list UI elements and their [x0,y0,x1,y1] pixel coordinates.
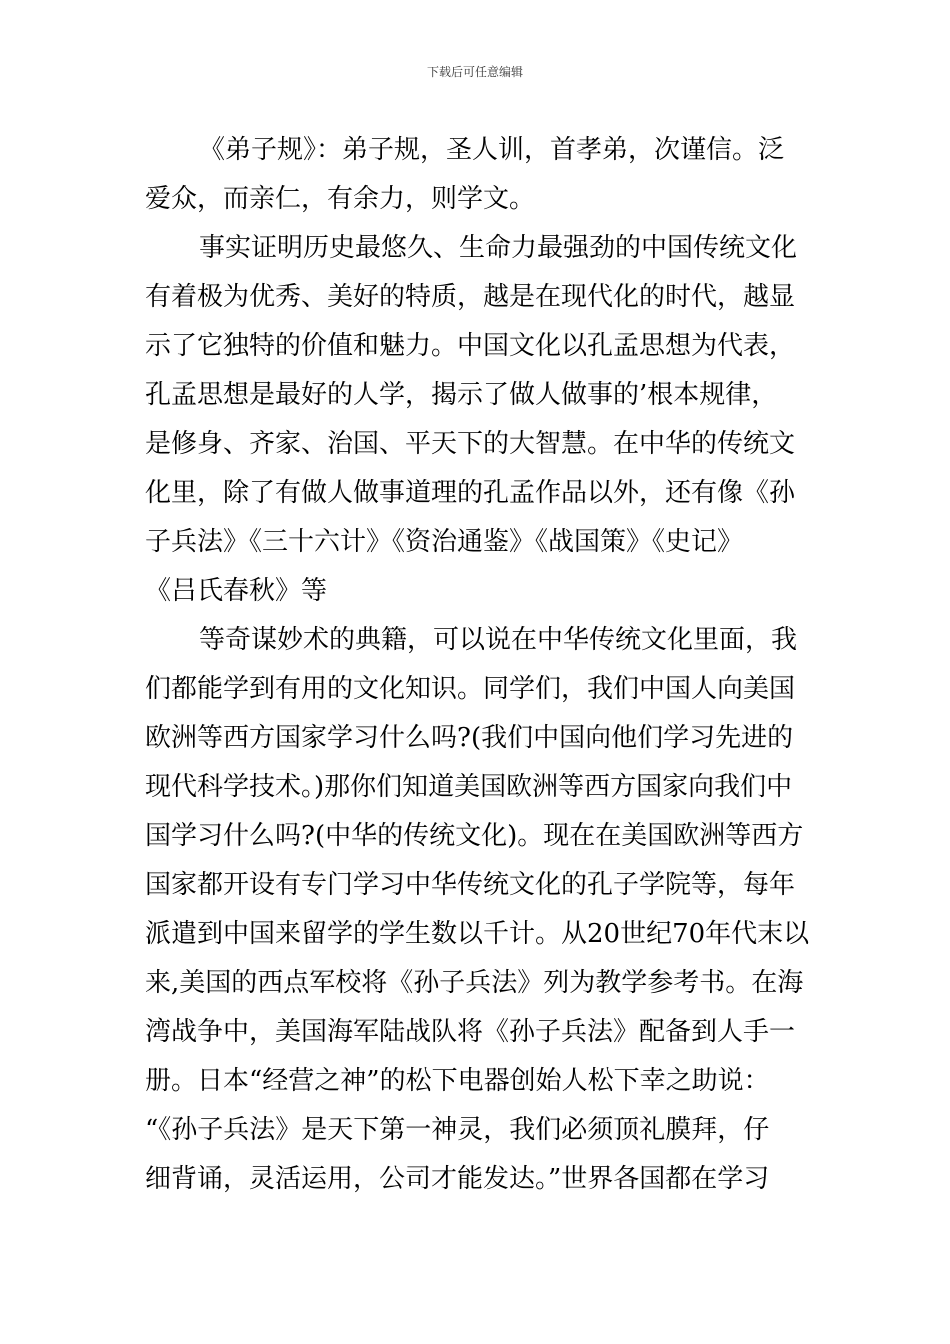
text-line: 孔孟思想是最好的人学，揭示了做人做事的’根本规律， [145,380,778,410]
text-line: 爱众，而亲仁，有余力，则学文。 [145,184,536,214]
text-line: “《孙子兵法》是天下第一神灵，我们必须顶礼膜拜，仔 [145,1115,770,1145]
text-line: 来,美国的西点军校将《孙子兵法》列为教学参考书。在海 [145,968,804,998]
text-line: 册。日本“经营之神”的松下电器创始人松下幸之助说： [145,1066,770,1096]
document-body [145,126,810,1204]
text-line: 国学习什么吗?(中华的传统文化)。现在在美国欧洲等西方 [145,821,804,851]
text-line: 事实证明历史最悠久、生命力最强劲的中国传统文化 [199,233,798,263]
text-line: 示了它独特的价值和魅力。中国文化以孔孟思想为代表， [145,331,796,361]
text-line: 现代科学技术。)那你们知道美国欧洲等西方国家向我们中 [145,772,793,802]
text-line: 们都能学到有用的文化知识。同学们，我们中国人向美国 [145,674,796,704]
text-line: 等奇谋妙术的典籍，可以说在中华传统文化里面，我 [199,625,798,655]
text-line: 派遣到中国来留学的学生数以千计。从20世纪70年代末以 [145,919,810,949]
text-line: 细背诵，灵活运用，公司才能发达。”世界各国都在学习 [145,1164,770,1194]
text-line: 化里，除了有做人做事道理的孔孟作品以外，还有像《孙 [145,478,796,508]
text-line: 欧洲等西方国家学习什么吗?(我们中国向他们学习先进的 [145,723,794,753]
text-line: 国家都开设有专门学习中华传统文化的孔子学院等，每年 [145,870,796,900]
text-line: 子兵法》《三十六计》《资治通鉴》《战国策》《史记》 [145,527,744,557]
text-line: 有着极为优秀、美好的特质，越是在现代化的时代，越显 [145,282,796,312]
text-line: 《吕氏春秋》等 [145,576,328,606]
text-line: 湾战争中，美国海军陆战队将《孙子兵法》配备到人手一 [145,1017,796,1047]
page-header-note: 下载后可任意编辑 [426,65,523,79]
text-line: 是修身、齐家、治国、平天下的大智慧。在中华的传统文 [145,429,796,459]
text-line: 《弟子规》：弟子规，圣人训，首孝弟，次谨信。泛 [199,135,785,165]
